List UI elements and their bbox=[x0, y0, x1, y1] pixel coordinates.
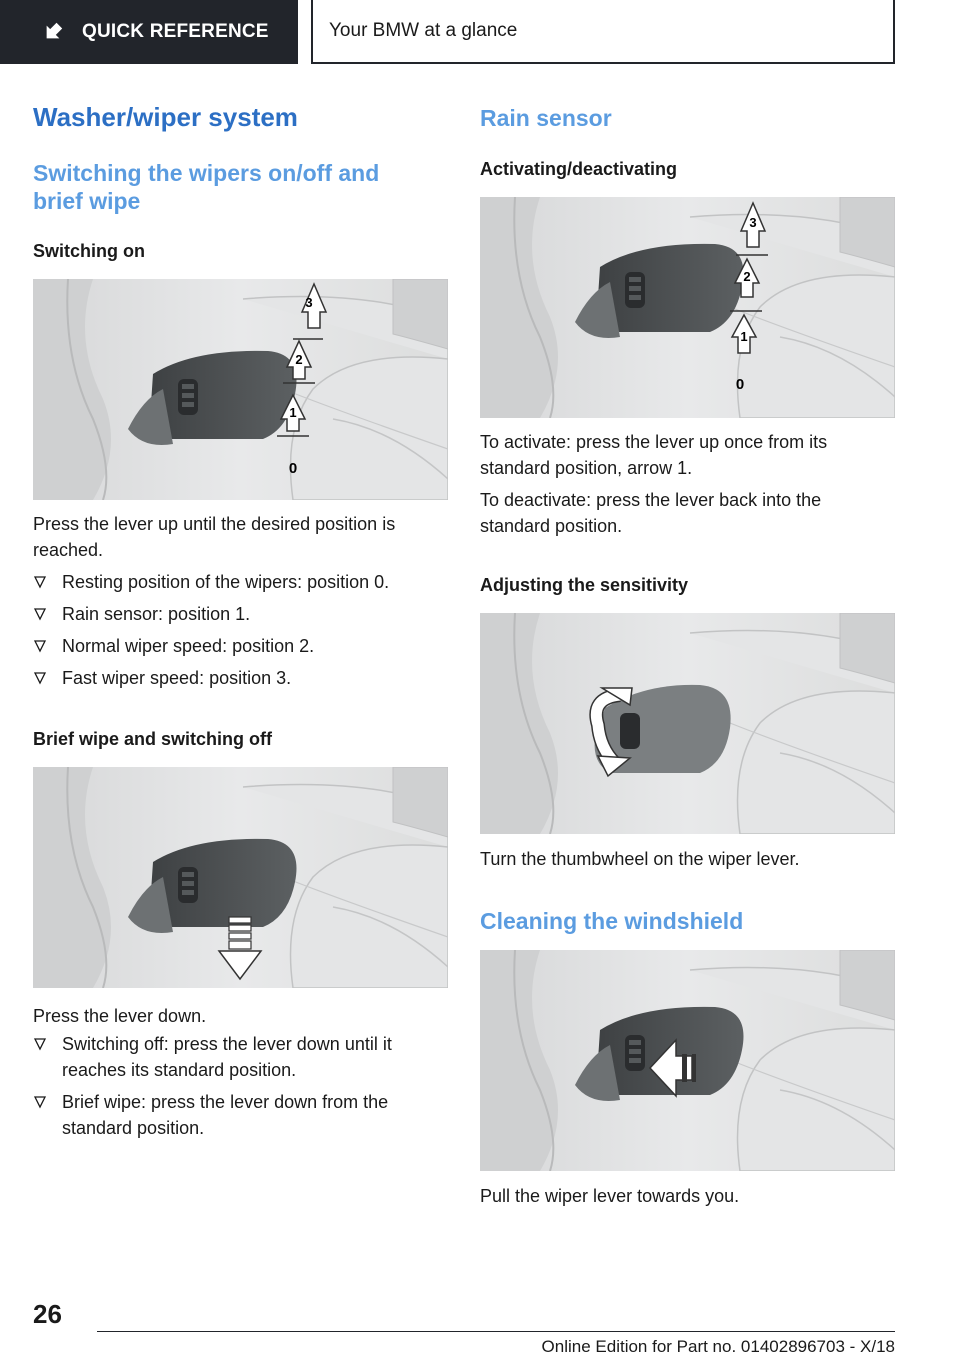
switching-on-text: Press the lever up until the desired position is reached. bbox=[33, 514, 396, 560]
sensitivity-text: Turn the thumbwheel on the wiper lever. bbox=[480, 849, 800, 869]
label-1: 1 bbox=[289, 405, 297, 420]
label-1: 1 bbox=[740, 329, 748, 344]
wiper-lever-up-figure bbox=[33, 279, 448, 500]
triangle-bullet-icon bbox=[33, 671, 47, 685]
list-item: Normal wiper speed: position 2. bbox=[33, 633, 448, 659]
list-item: Rain sensor: position 1. bbox=[33, 601, 448, 627]
windshield-figure bbox=[480, 950, 895, 1171]
list-item: Switching off: press the lever down until it reaches its standard position. bbox=[33, 1031, 433, 1083]
label-3: 3 bbox=[749, 215, 757, 230]
windshield-title: Cleaning the windshield bbox=[480, 908, 744, 934]
page-number: 26 bbox=[33, 1299, 62, 1329]
section-tab[interactable] bbox=[0, 0, 298, 64]
triangle-bullet-icon bbox=[33, 1037, 47, 1051]
deactivate-text: To deactivate: press the lever back into the standard position. bbox=[480, 490, 822, 536]
label-0: 0 bbox=[288, 460, 298, 477]
brief-wipe-list bbox=[33, 1031, 433, 1147]
section-title: Washer/wiper system bbox=[33, 102, 298, 132]
thumbwheel-figure bbox=[480, 613, 895, 834]
activate-text: To activate: press the lever up once from its standard position, arrow 1. bbox=[480, 432, 828, 478]
rain-sensor-figure bbox=[480, 197, 895, 418]
section-tab-label: QUICK REFERENCE bbox=[82, 21, 269, 42]
edition-info: Online Edition for Part no. 01402896703 - X/18 bbox=[541, 1337, 895, 1356]
subsection-title: Switching the wipers on/off and brief wipe bbox=[33, 160, 380, 214]
label-3: 3 bbox=[305, 295, 313, 310]
brief-wipe-text: Press the lever down. bbox=[33, 1006, 207, 1026]
list-item: Brief wipe: press the lever down from the standard position. bbox=[33, 1089, 433, 1141]
wiper-lever-down-figure bbox=[33, 767, 448, 988]
label-2: 2 bbox=[743, 269, 751, 284]
list-item: Resting position of the wipers: position 0. bbox=[33, 569, 448, 595]
switching-on-list bbox=[33, 569, 448, 697]
chapter-title: Your BMW at a glance bbox=[311, 0, 895, 64]
label-2: 2 bbox=[295, 352, 303, 367]
quick-reference-icon bbox=[40, 19, 66, 45]
triangle-bullet-icon bbox=[33, 575, 47, 589]
activating-heading: Activating/deactivating bbox=[480, 159, 678, 179]
triangle-bullet-icon bbox=[33, 1095, 47, 1109]
brief-wipe-heading: Brief wipe and switching off bbox=[33, 729, 273, 749]
windshield-text: Pull the wiper lever towards you. bbox=[480, 1186, 740, 1206]
footer-divider bbox=[97, 1331, 895, 1332]
list-item: Fast wiper speed: position 3. bbox=[33, 665, 448, 691]
rain-sensor-title: Rain sensor bbox=[480, 105, 612, 131]
triangle-bullet-icon bbox=[33, 607, 47, 621]
triangle-bullet-icon bbox=[33, 639, 47, 653]
sensitivity-heading: Adjusting the sensitivity bbox=[480, 575, 689, 595]
switching-on-heading: Switching on bbox=[33, 241, 145, 261]
label-0: 0 bbox=[735, 376, 745, 393]
